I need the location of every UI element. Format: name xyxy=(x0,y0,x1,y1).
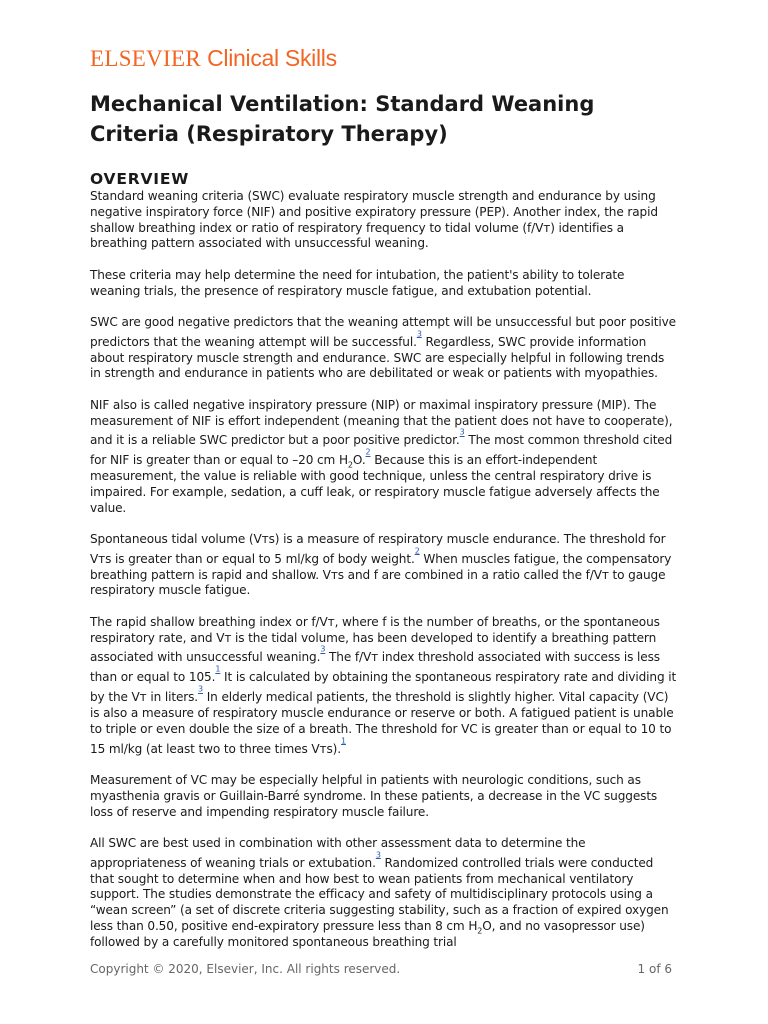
paragraph-1: Standard weaning criteria (SWC) evaluate respiratory muscle strength and endurance by using negative inspiratory force (NIF) and positive expiratory pressure (PEP). Another index, the rapid shallow breathing index or ratio of respiratory frequency to tidal volume (f/Vᴛ) identifies a breathing pattern associated with unsuccessful weaning. xyxy=(90,189,658,251)
paragraph-2: These criteria may help determine the need for intubation, the patient's ability to tolerate weaning trials, the presence of respiratory muscle fatigue, and extubation potential. xyxy=(90,267,625,298)
document-page xyxy=(90,44,678,966)
paragraph-6: The rapid shallow breathing index or f/Vᴛ, where f is the number of breaths, or the spontaneous respiratory rate, and Vᴛ is the tidal volume, has been developed to identify a breathing pattern associated with unsuccessful weaning.$^{^3}$ The f/Vᴛ index threshold associated with success is less than or equal to 105.$^{^1}$ It is calculated by obtaining the spontaneous respiratory rate and dividing it by the Vᴛ in liters.$^{^3}$ In elderly medical patients, the threshold is slightly higher. Vital capacity (VC) is also a measure of respiratory muscle endurance or reserve or both. A fatigued patient is unable to triple or even double the size of a breath. The threshold for VC is greater than or equal to 10 to 15 ml/kg (at least two to three times Vᴛs).$^{^1}$ xyxy=(90,614,677,756)
paragraph-4: NIF also is called negative inspiratory pressure (NIP) or maximal inspiratory pressure (MIP). The measurement of NIF is effort independent (meaning that the patient does not have to cooperate), and it is a reliable SWC predictor but a poor positive predictor.$^{^3}$ The most common threshold cited for NIF is greater than or equal to –20 cm $H_2O.^{^2}$ Because this is an effort-independent measurement, the value is reliable with good technique, unless the central respiratory drive is impaired. For example, sedation, a cuff leak, or respiratory muscle fatigue adversely affects the value. xyxy=(90,397,673,515)
citation-link[interactable]: 3 xyxy=(459,428,465,438)
page-title: Mechanical Ventilation: Standard Weaning Criteria (Respiratory Therapy) xyxy=(90,92,595,146)
paragraph-8: All SWC are best used in combination with other assessment data to determine the appropriateness of weaning trials or extubation.$^{^3}$ Randomized controlled trials were conducted that sought to determine when and how best to wean patients from mechanical ventilatory support. The studies demonstrate the efficacy and safety of multidisciplinary protocols using a “wean screen” (a set of discrete criteria suggesting stability, such as a fraction of expired oxygen less than 0.50, positive end-expiratory pressure less than 8 cm $H_2O$, and no vasopressor use) followed by a carefully monitored spontaneous breathing trial xyxy=(90,835,669,949)
citation-link[interactable]: 2 xyxy=(365,447,371,457)
page-footer xyxy=(90,962,672,976)
brand-logo xyxy=(90,44,678,73)
citation-link[interactable]: 3 xyxy=(320,645,326,655)
page-number: 1 of 6 xyxy=(637,962,672,976)
paragraph-7: Measurement of VC may be especially helpful in patients with neurologic conditions, such as myasthenia gravis or Guillain-Barré syndrome. In these patients, a decrease in the VC suggests loss of reserve and impending respiratory muscle failure. xyxy=(90,772,658,819)
citation-link[interactable]: 3 xyxy=(198,684,204,694)
copyright-text: Copyright © 2020, Elsevier, Inc. All rights reserved. xyxy=(90,962,401,976)
paragraph-3: SWC are good negative predictors that the weaning attempt will be unsuccessful but poor positive predictors that the weaning attempt will be successful.$^{^3}$ Regardless, SWC provide information about respiratory muscle strength and endurance. SWC are especially helpful in following trends in strength and endurance in patients who are debilitated or weak or patients with myopathies. xyxy=(90,314,676,381)
subscript: 2 xyxy=(347,460,353,470)
brand-primary: ELSEVIER xyxy=(90,46,201,71)
citation-link[interactable]: 1 xyxy=(340,736,346,746)
citation-link[interactable]: 3 xyxy=(416,329,422,339)
paragraph-5: Spontaneous tidal volume (Vᴛs) is a measure of respiratory muscle endurance. The threshold for Vᴛs is greater than or equal to 5 ml/kg of body weight.$^{^2}$ When muscles fatigue, the compensatory breathing pattern is rapid and shallow. Vᴛs and f are combined in a ratio called the f/Vᴛ to gauge respiratory muscle fatigue. xyxy=(90,532,672,598)
brand-secondary: Clinical Skills xyxy=(207,45,337,71)
citation-link[interactable]: 2 xyxy=(414,546,420,556)
section-heading: OVERVIEW xyxy=(90,170,190,188)
citation-link[interactable]: 1 xyxy=(215,664,221,674)
subscript: 2 xyxy=(477,926,483,936)
citation-link[interactable]: 3 xyxy=(375,850,381,860)
